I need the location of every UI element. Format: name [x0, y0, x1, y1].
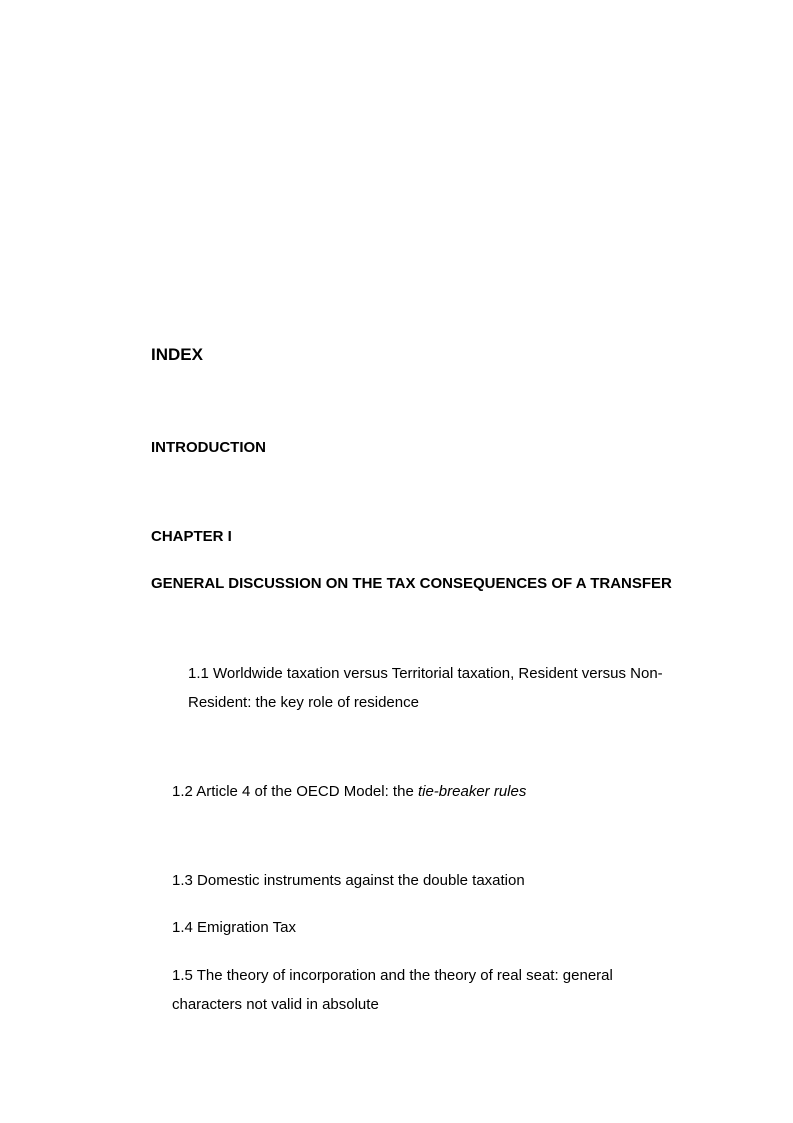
chapter-label: CHAPTER I	[151, 528, 232, 545]
toc-entry-1-2	[172, 783, 526, 800]
toc-entry-1-5-line-2: characters not valid in absolute	[172, 996, 379, 1013]
toc-entry-1-2-text: 1.2 Article 4 of the OECD Model: the	[172, 783, 418, 800]
toc-entry-1-3: 1.3 Domestic instruments against the double taxation	[172, 872, 525, 889]
toc-entry-1-5-line-1: 1.5 The theory of incorporation and the theory of real seat: general	[172, 967, 613, 984]
toc-entry-1-2-italic-text: tie-breaker rules	[417, 783, 527, 800]
toc-entry-1-4: 1.4 Emigration Tax	[172, 919, 296, 936]
index-title: INDEX	[151, 345, 203, 364]
toc-entry-1-1-line-2: Resident: the key role of residence	[188, 694, 419, 711]
toc-entry-1-1-line-1: 1.1 Worldwide taxation versus Territorial taxation, Resident versus Non-	[188, 665, 663, 682]
chapter-title: GENERAL DISCUSSION ON THE TAX CONSEQUENCES OF A TRANSFER	[151, 575, 672, 592]
introduction-heading: INTRODUCTION	[151, 439, 266, 456]
